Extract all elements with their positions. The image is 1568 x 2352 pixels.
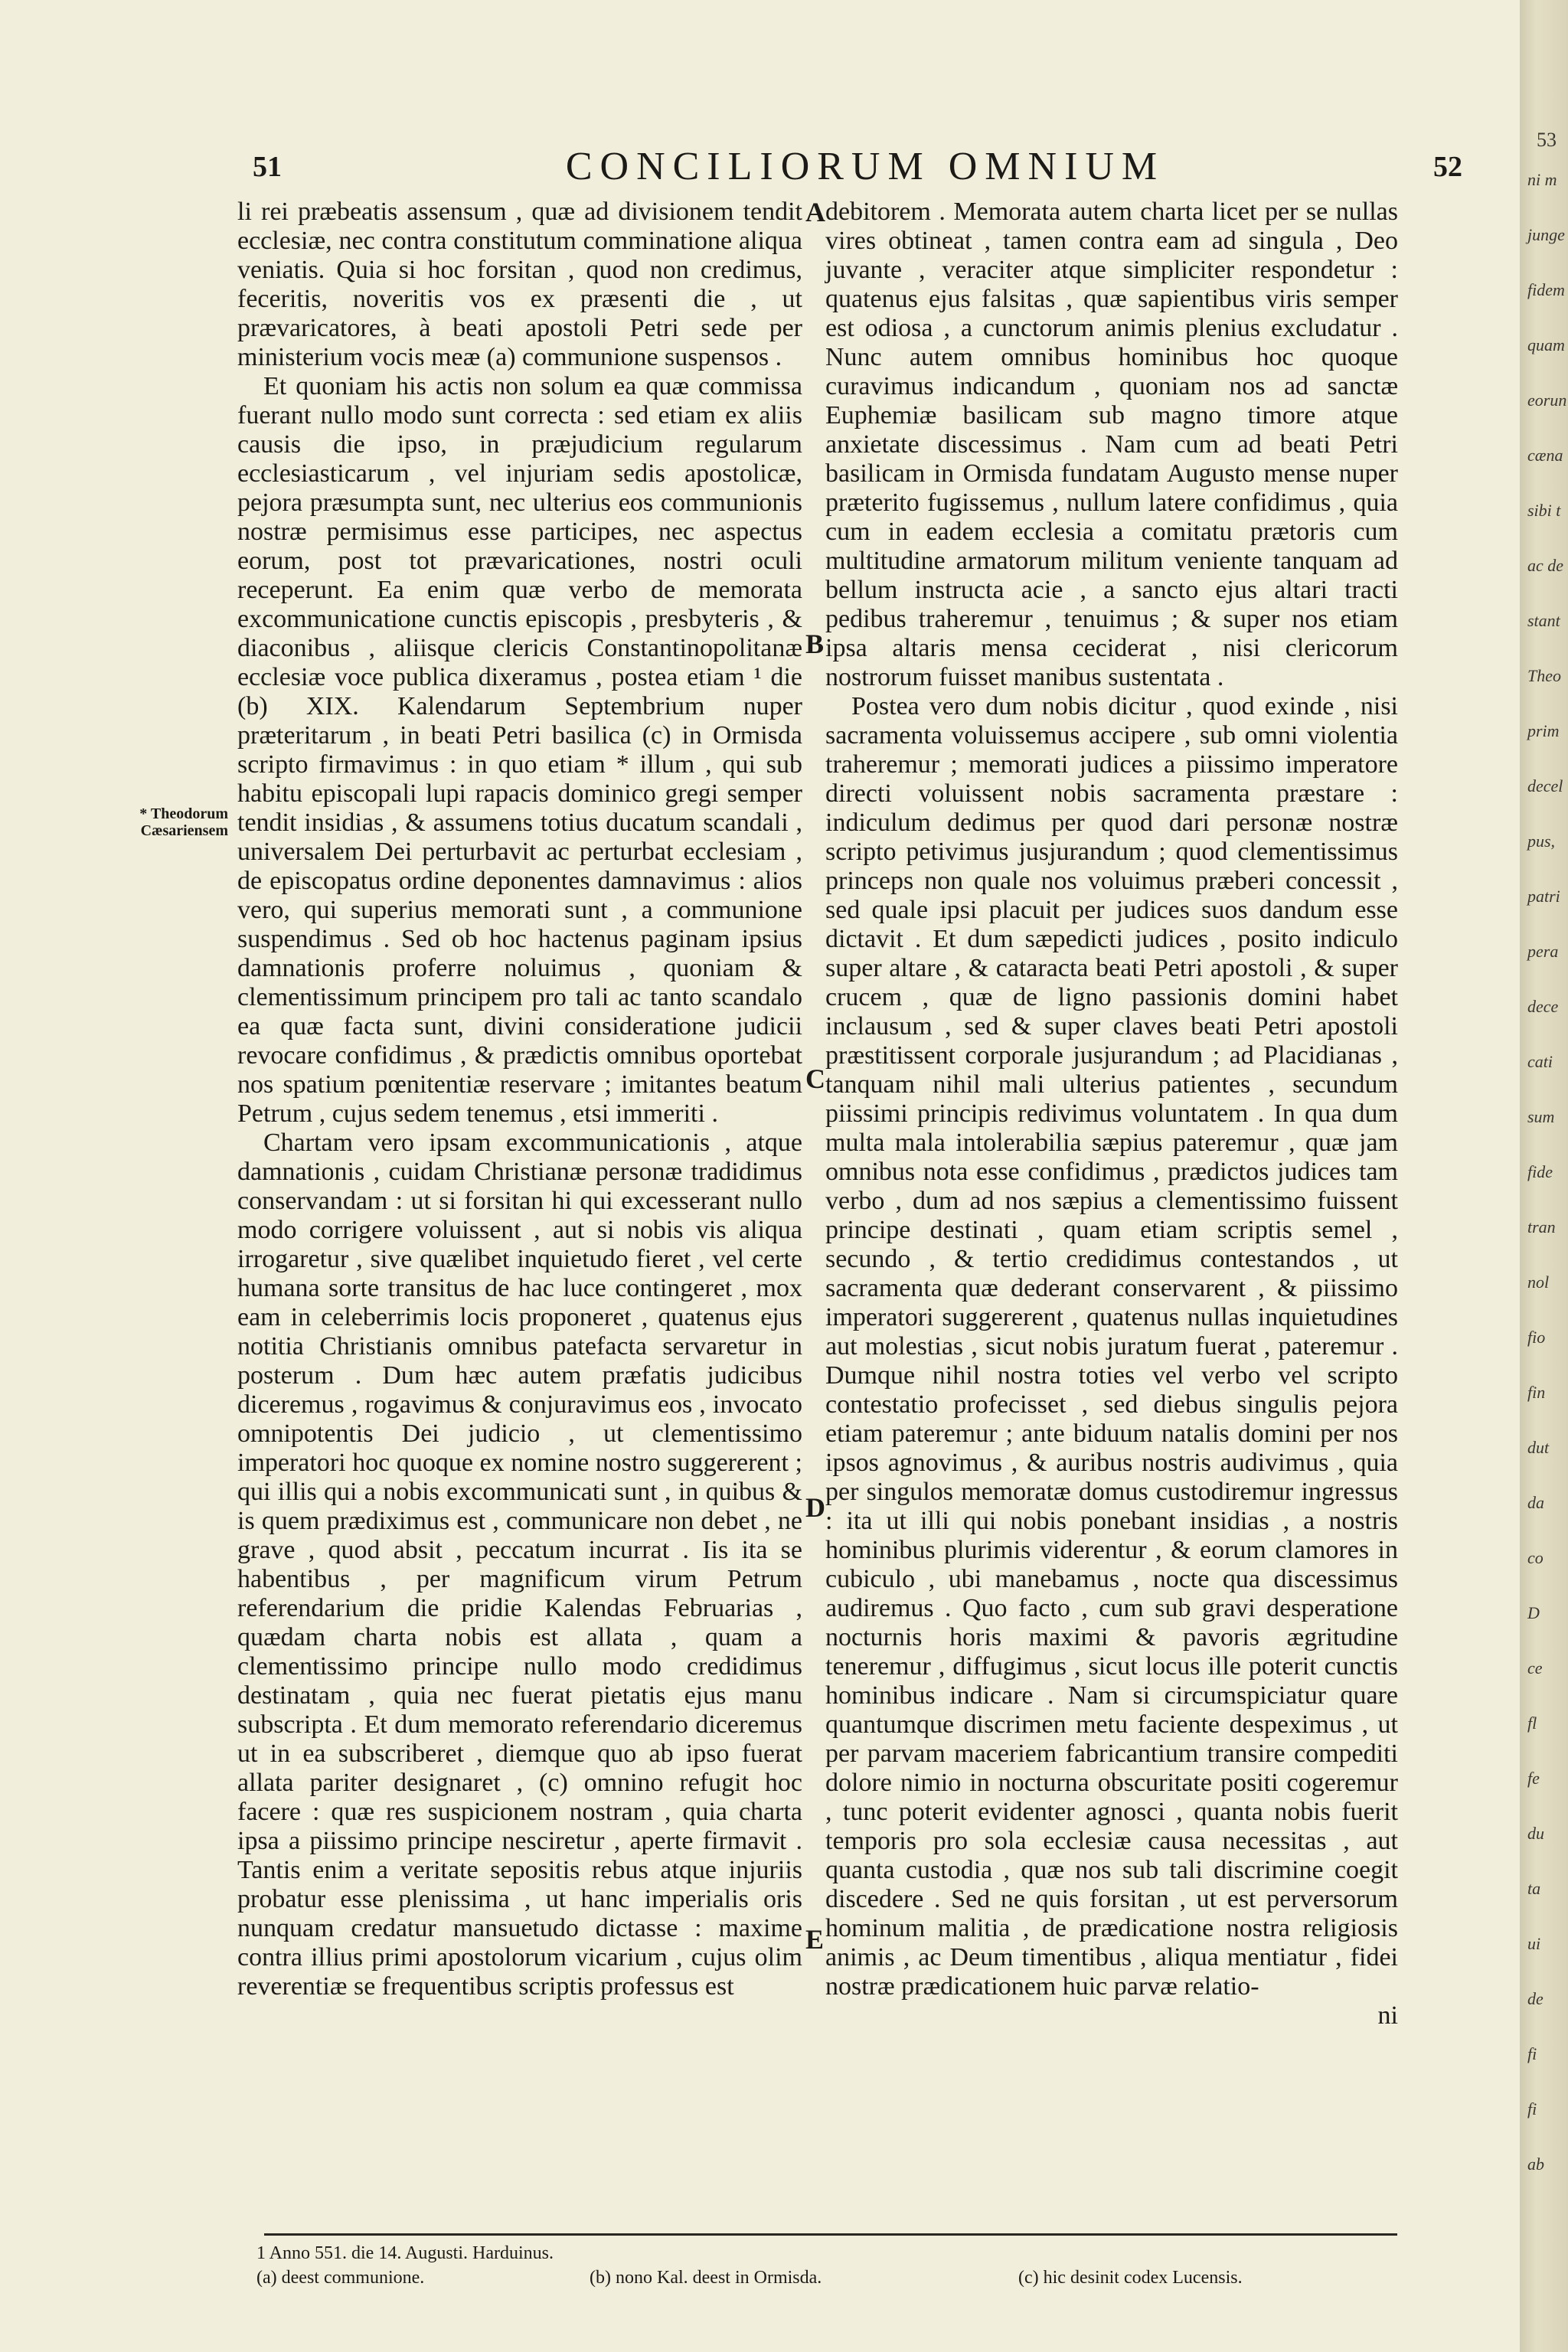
section-letter-d: D <box>805 1492 825 1523</box>
facing-page-fragment: decel <box>1527 776 1563 795</box>
section-letter-b: B <box>805 629 825 659</box>
facing-page-fragment: ni m <box>1527 170 1557 189</box>
facing-page-fragment: ce <box>1527 1658 1543 1677</box>
facing-page-fragment: dut <box>1527 1438 1550 1457</box>
page-header <box>253 144 1462 190</box>
facing-page-fragment: fi <box>1527 2044 1537 2063</box>
facing-page-fragment: fe <box>1527 1769 1540 1788</box>
section-letter-e: E <box>805 1924 825 1955</box>
page-number-right: 52 <box>1433 151 1462 183</box>
left-paragraph-3: Chartam vero ipsam excommunicationis , atque damnationis , cuidam Christianæ personæ tradidimus conservandam : ut si forsitan hi qui excesserant nullo modo corrigere voluissent , aut si nobis vis aliqua irrogaretur , sive quælibet inquietudo fieret , vel certe humana sorte transitus de hac luce contingeret , mox eam in celeberrimis locis proponeret , quatenus ejus notitia Christianis omnibus patefacta servaretur in posterum . Dum hæc autem præfatis judicibus diceremus , rogavimus & conjuravimus eos , invocato omnipotentis Dei judicio , ut clementissimo imperatori hoc quoque ex nomine nostro suggererent ; qui illis qui a nobis excommunicati sunt , in quibus & is quem prædiximus est , communicare non debet , ne grave , quod absit , peccatum incurrat . Iis ita se habentibus , per magnificum virum Petrum referendarium die pridie Kalendas Februarias , quædam charta nobis est allata , quam a clementissimo principe nullo modo credidimus destinatam , quia nec fuerat pietatis ejus manu subscripta . Et dum memorato referendario diceremus ut in ea subscriberet , diemque quo ab ipso fuerat allata pariter designaret , (c) omnino refugit hoc facere : quæ res suspicionem nostram , quia charta ipsa a piissimo principe nesciretur , aperte firmavit . Tantis enim a veritate sepositis rebus atque injuriis probatur esse plenissima , ut hanc imperialis oris nunquam credatur mansuetudo dictasse : maxime contra illius primi apostolorum vicarium , cujus olim reverentiæ se frequentibus scriptis professus est <box>237 1129 802 2001</box>
facing-page-fragment: pus, <box>1527 831 1556 851</box>
page-number-left: 51 <box>253 151 282 183</box>
facing-page-fragment: ac de <box>1527 556 1564 575</box>
facing-page-fragment: junge <box>1527 225 1565 244</box>
facing-page-fragment: du <box>1527 1824 1544 1843</box>
facing-page-fragment: prim <box>1527 721 1560 740</box>
facing-page-fragment: Theo <box>1527 666 1561 685</box>
facing-page-fragment: cæna <box>1527 446 1563 465</box>
facing-page-fragment: eorun <box>1527 390 1567 410</box>
margin-note <box>113 805 228 839</box>
footnote-b: (b) nono Kal. deest in Ormisda. <box>590 2268 822 2288</box>
facing-page-edge <box>1520 0 1568 2352</box>
right-paragraph-1: debitorem . Memorata autem charta licet per se nullas vires obtineat , tamen contra eam ad singula , Deo juvante , veraciter atque simpliciter respondetur : quatenus ejus falsitas , quæ sapientibus viris semper est odiosa , a cunctorum animis plenius excludatur . Nunc autem omnibus hominibus hoc quoque curavimus indicandum , quoniam nos ad sanctæ Euphemiæ basilicam sub magno timore atque anxietate discessimus . Nam cum ad beati Petri basilicam in Ormisda fundatam Augusto mense nuper præterito fugissemus , nullum latere confidimus , quia cum in eadem ecclesia a comitatu prætoris cum multitudine armatorum militum veniente tanquam ad bellum instructa acie , a sancto ejus altari tracti pedibus traheremur , tenuimus ; & super nos etiam ipsa altaris mensa ceciderat , nisi clericorum nostrorum fuisset manibus sustentata . <box>825 198 1398 691</box>
facing-page-fragment: sibi t <box>1527 501 1561 520</box>
facing-page-fragment: patri <box>1527 887 1560 906</box>
facing-page-fragment: ab <box>1527 2154 1544 2174</box>
facing-page-fragment: ta <box>1527 1879 1541 1898</box>
right-paragraph-2: Postea vero dum nobis dicitur , quod exinde , nisi sacramenta voluissemus accipere , sub omni violentia traheremur ; memorati judices a piissimo imperatore directi voluissent nobis sacramenta præstare : indiculum dedimus per quod dari personæ nostræ scripto petivimus jusjurandum ; quod clementissimus princeps non quale nos voluimus præberi concessit , sed quale ipsi placuit per judices suos dandum esse dictavit . Et dum sæpedicti judices , posito indiculo super altare , & cataracta beati Petri apostoli , & super crucem , quæ de ligno passionis domini habet inclausum , sed & super claves beati Petri apostoli præstitissent corporale jusjurandum ; ad Placidianas , tanquam nihil mali ulterius patientes , secundum piissimi principis redivimus voluntatem . In qua dum multa mala intolerabilia sæpius pateremur , quæ jam omnibus nota esse confidimus , prædictos judices tam verbo , dum ad nos sæpius a clementissimo fuissent principe destinati , quam etiam scriptis semel , secundo , & tertio credidimus contestandos , ut sacramenta quæ dederant conservarent , & piissimo imperatori suggererent , quatenus nullas inquietudines aut molestias , sicut nobis juratum fuerat , pateremur . Dumque nihil nostra toties vel verbo vel scripto contestatio profecisset , sed diebus singulis pejora etiam pateremur ; ante biduum natalis domini per nos ipsos agnovimus , & auribus nostris audivimus , quia per singulos memoratæ domus custodiremur ingressus : ita ut illi qui nobis ponebant insidias , a nostris hominibus plurimis viderentur , & eorum clamores in cubiculo , ubi manebamus , nocte qua discessimus audiremus . Quo facto , cum sub gravi desperatione nocturnis horis maximi & pavoris ægritudine teneremur , diffugimus , sicut locus ille poterit cunctis hominibus indicare . Nam si circumspiciatur quare quantumque discrimen metu faciente despeximus , ut per parvam maceriem fabricantium transire compediti dolore nimio in nocturna obscuritate positi cogeremur , tunc poterit evidenter agnosci , quanta nobis fuerit temporis pro sola ecclesiæ causa necessitas , aut quanta custodia , quæ nos sub tali discrimine coegit discedere . Sed ne quis forsitan , ut est perversorum hominum malitia , de prædicatione nostra religiosis animis , ac Deum timentibus , aliqua mentiatur , fidei nostræ prædicationem huic parvæ relatio- <box>825 692 1398 2001</box>
facing-page-fragment: cati <box>1527 1052 1553 1071</box>
facing-page-fragment: fide <box>1527 1162 1553 1181</box>
facing-page-fragment: fio <box>1527 1328 1546 1347</box>
facing-page-fragment: tran <box>1527 1217 1556 1236</box>
facing-page-fragment: sum <box>1527 1107 1555 1126</box>
facing-page-fragment: co <box>1527 1548 1544 1567</box>
margin-note-line-2: Cæsariensem <box>140 822 228 839</box>
facing-page-fragment: fi <box>1527 2099 1537 2118</box>
left-paragraph-2: Et quoniam his actis non solum ea quæ commissa fuerant nullo modo sunt correcta : sed etiam ex aliis causis die ipso, in præjudicium regularum ecclesiasticarum , vel injuriam sedis apostolicæ, pejora præsumpta sunt, nec ulterius eos communionis nostræ permisimus esse participes, nec aspectus eorum, post tot prævaricationes, nostri oculi receperunt. Ea enim quæ verbo de memorata excommunicatione cunctis episcopis , presbyteris , & diaconibus , aliisque clericis Constantinopolitanæ ecclesiæ voce publica dixeramus , postea etiam ¹ die (b) XIX. Kalendarum Septembrium nuper præteritarum , in beati Petri basilica (c) in Ormisda scripto firmavimus : in quo etiam * illum , qui sub habitu episcopali lupi rapacis dominico gregi semper tendit insidias , & assumens totius ducatum scandali , universalem Dei perturbavit ac perturbat ecclesiam , de episcopatus ordine deponentes damnavimus : alios vero, qui superius memorati sunt , a communione suspendimus . Sed ob hoc hactenus paginam ipsius damnationis proferre noluimus , quoniam & clementissimum principem pro tali ac tanto scandalo ea quæ facta sunt, divini consideratione judicii revocare confidimus , & prædictis omnibus oportebat nos spatium pœnitentiæ reservare ; imitantes beatum Petrum , cujus sedem tenemus , etsi immeriti . <box>237 372 802 1128</box>
facing-page-fragment: de <box>1527 1989 1544 2008</box>
footnote-a: (a) deest communione. <box>256 2268 425 2288</box>
right-column <box>825 198 1398 2030</box>
footnote-1: 1 Anno 551. die 14. Augusti. Harduinus. <box>256 2243 554 2263</box>
margin-note-line-1: * Theodorum <box>139 805 228 822</box>
facing-page-fragment: quam <box>1527 335 1565 354</box>
facing-page-fragment: D <box>1527 1603 1540 1622</box>
footnote-rule <box>264 2233 1397 2236</box>
facing-page-fragment: fidem <box>1527 280 1565 299</box>
facing-page-fragment: da <box>1527 1493 1544 1512</box>
catchword: ni <box>1377 2001 1398 2030</box>
facing-page-number: 53 <box>1537 129 1557 151</box>
section-letter-c: C <box>805 1063 825 1094</box>
left-column <box>237 198 802 2001</box>
facing-page-fragment: nol <box>1527 1272 1550 1292</box>
facing-page-fragment: fin <box>1527 1383 1546 1402</box>
left-paragraph-1: li rei præbeatis assensum , quæ ad divisionem tendit ecclesiæ, nec contra constitutum comminatione aliqua veniatis. Quia si hoc forsitan , quod non credimus, feceritis, noveritis vos ex præsenti die , ut prævaricatores, à beati apostoli Petri sede per ministerium vocis meæ (a) communione suspensos . <box>237 198 802 371</box>
running-title: CONCILIORUM OMNIUM <box>565 145 1165 188</box>
footnote-c: (c) hic desinit codex Lucensis. <box>1018 2268 1243 2288</box>
facing-page-fragment: pera <box>1527 942 1559 961</box>
section-letter-a: A <box>805 197 825 227</box>
facing-page-fragment: stant <box>1527 611 1560 630</box>
facing-page-fragment: fl <box>1527 1713 1537 1733</box>
facing-page-fragment: dece <box>1527 997 1559 1016</box>
facing-page-fragment: ui <box>1527 1934 1541 1953</box>
